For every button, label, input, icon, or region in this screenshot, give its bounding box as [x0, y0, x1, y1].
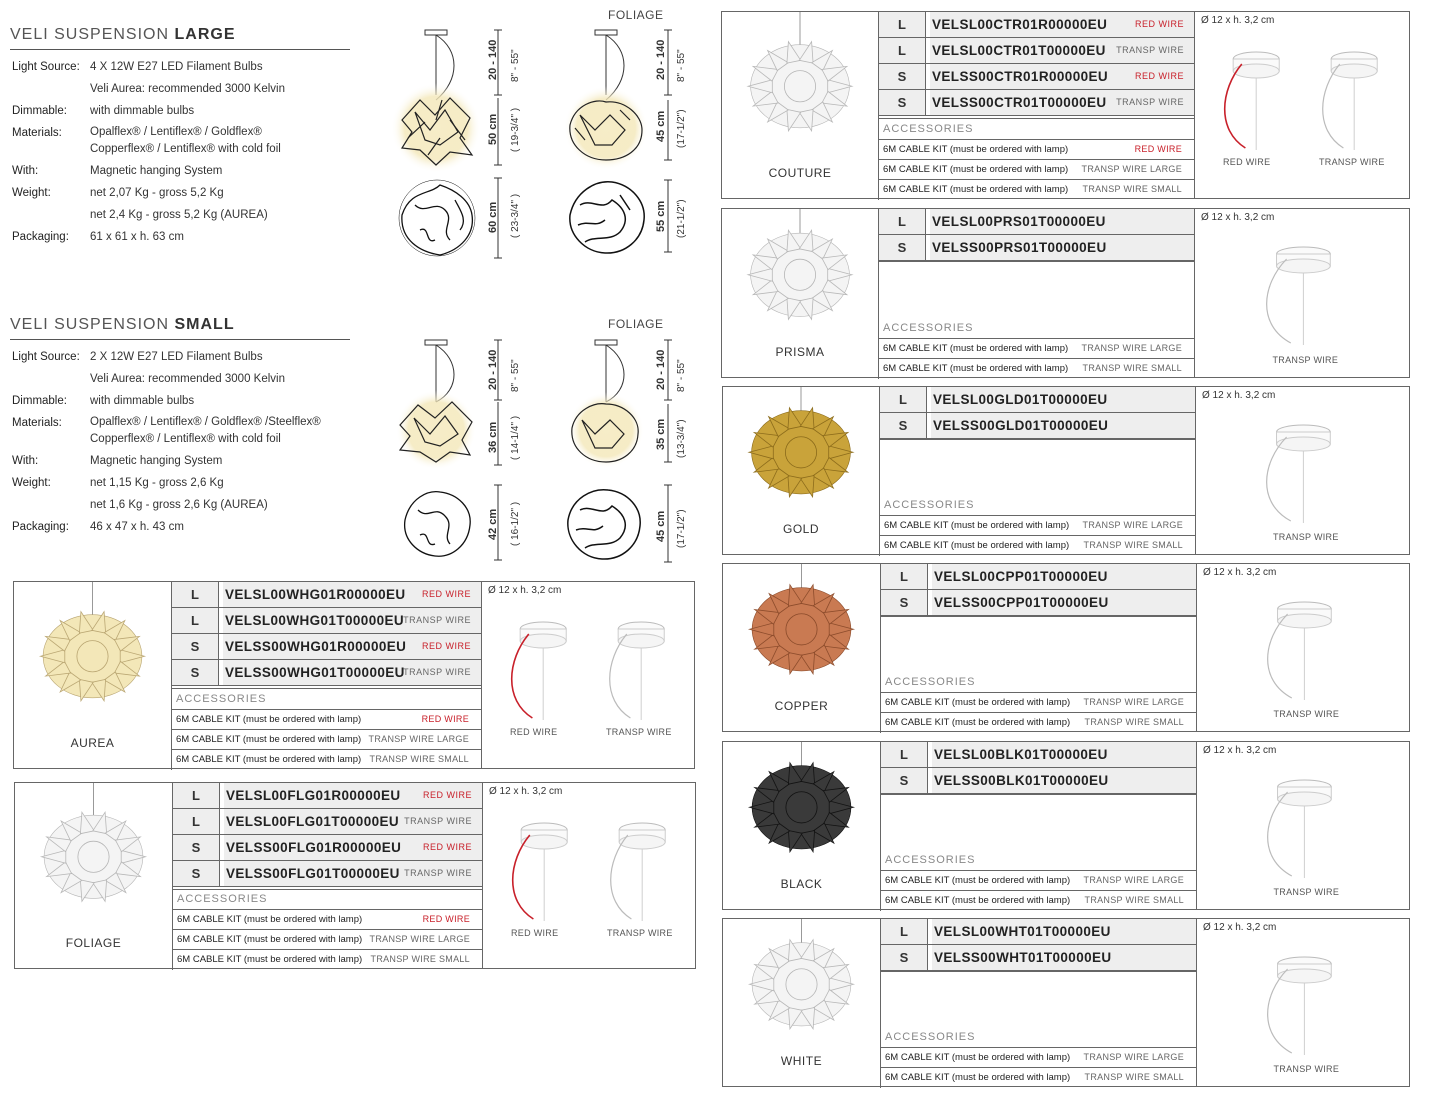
cable-kit-wire: TRANSP WIRE SMALL [1084, 1072, 1184, 1082]
wire-illustration-red [500, 620, 572, 725]
cable-kit-wire: TRANSP WIRE LARGE [1082, 520, 1183, 530]
accessories-title: ACCESSORIES [883, 322, 974, 334]
accessories-title: ACCESSORIES [177, 893, 268, 905]
dim-small-b-cm: 36 cm [487, 421, 499, 453]
product-box-white [722, 918, 1410, 1087]
code-table-prisma [878, 209, 1194, 379]
size-label: L [173, 809, 220, 834]
product-code: VELSS00BLK01T00000EU [932, 768, 1196, 793]
spec-row-dimmable: Dimmable: with dimmable bulbs [12, 395, 195, 407]
product-code: VELSL00CTR01R00000EU [930, 12, 1194, 37]
canopy-dimensions: Ø 12 x h. 3,2 cm [1201, 15, 1275, 26]
cable-kit-label: 6M CABLE KIT (must be ordered with lamp) [883, 363, 1069, 374]
accessory-row [172, 709, 481, 729]
product-code: VELSS00CTR01T00000EU [930, 90, 1194, 115]
code-row [881, 919, 1196, 945]
size-label: S [172, 634, 219, 659]
product-code: VELSS00WHT01T00000EU [932, 945, 1196, 970]
accessories-title: ACCESSORIES [885, 854, 976, 866]
size-label: L [879, 209, 926, 234]
accessories-section [881, 616, 1196, 733]
lamp-drawing-small-top [405, 492, 471, 556]
wire-label: TRANSP WIRE [1272, 355, 1339, 365]
size-label: L [172, 608, 219, 633]
spec-row-with: With: Magnetic hanging System [12, 165, 223, 177]
dim-foliage-large-b-in: (17-1/2") [676, 109, 687, 148]
accessory-row [173, 949, 482, 969]
size-label: L [881, 564, 928, 589]
wire-type: RED WIRE [1135, 19, 1184, 29]
canopy-dimensions: Ø 12 x h. 3,2 cm [489, 786, 563, 797]
product-code: VELSL00PRS01T00000EU [930, 209, 1194, 234]
lamp-drawing-foliage-small-top [568, 490, 640, 559]
code-row [881, 768, 1196, 794]
dim-small-a-cm: 20 - 140 [487, 349, 499, 390]
canopy-column-copper [1196, 564, 1409, 731]
dim-foliage-large-b-cm: 45 cm [655, 110, 667, 142]
accessory-row [880, 515, 1195, 535]
spec-row-light: Light Source: 2 X 12W E27 LED Filament Bulbs Veli Aurea: recommended 3000 Kelvin [12, 351, 285, 385]
dim-large-c-in: ( 23-3/4" ) [510, 193, 521, 238]
wire-type: TRANSP WIRE [403, 615, 471, 625]
dim-foliage-large-a-in: 8" - 55" [676, 49, 687, 82]
product-code: VELSL00FLG01R00000EU [224, 783, 482, 808]
product-code: VELSL00WHT01T00000EU [932, 919, 1196, 944]
canopy-column-gold [1195, 387, 1409, 554]
size-label: L [879, 38, 926, 63]
dim-large-b-cm: 50 cm [487, 113, 499, 145]
size-label: L [881, 919, 928, 944]
accessory-row [173, 909, 482, 929]
wire-illustration-red [501, 821, 573, 926]
wire-label: TRANSP WIRE [1273, 709, 1340, 719]
cable-kit-label: 6M CABLE KIT (must be ordered with lamp) [176, 714, 362, 725]
code-table-foliage [172, 783, 482, 970]
code-table-gold [879, 387, 1195, 556]
cable-kit-wire: TRANSP WIRE LARGE [1083, 697, 1184, 707]
canopy-column-white [1196, 919, 1409, 1086]
wire-type: RED WIRE [422, 641, 471, 651]
size-label: S [879, 235, 926, 260]
cable-kit-wire: RED WIRE [1134, 144, 1182, 154]
size-label: S [172, 660, 219, 685]
size-label: L [880, 387, 927, 412]
accessory-row [881, 692, 1196, 712]
lamp-drawing-foliage-small-hanging [568, 340, 644, 468]
product-code: VELSL00FLG01T00000EU [224, 809, 482, 834]
code-row [879, 90, 1194, 116]
spec-row-with: With: Magnetic hanging System [12, 455, 223, 467]
code-row [881, 945, 1196, 971]
accessories-title: ACCESSORIES [885, 1031, 976, 1043]
product-box-prisma [721, 208, 1410, 378]
product-box-black [722, 741, 1410, 910]
dim-small-a-in: 8" - 55" [510, 359, 521, 392]
cable-kit-label: 6M CABLE KIT (must be ordered with lamp) [884, 540, 1070, 551]
canopy-column-aurea [481, 582, 694, 768]
dim-foliage-small-a-cm: 20 - 140 [655, 349, 667, 390]
dim-foliage-large-c-cm: 55 cm [655, 200, 667, 232]
cable-kit-label: 6M CABLE KIT (must be ordered with lamp) [176, 734, 362, 745]
product-name-aurea: AUREA [70, 736, 115, 750]
code-row [172, 582, 481, 608]
canopy-dimensions: Ø 12 x h. 3,2 cm [1203, 567, 1277, 578]
accessories-section [173, 889, 482, 970]
lamp-drawing-small-hanging [396, 340, 476, 470]
dim-foliage-large-c-in: (21-1/2") [676, 199, 687, 238]
spec-large [10, 26, 350, 248]
lamp-drawing-foliage-hanging [564, 30, 648, 170]
code-row [879, 38, 1194, 64]
wire-illustration-transp [599, 821, 671, 926]
wire-illustration-red [1213, 50, 1285, 155]
spec-row-materials: Materials: Opalflex® / Lentiflex® / Goldflex® Copperflex® / Lentiflex® with cold foil [12, 126, 281, 155]
code-row [880, 387, 1195, 413]
cable-kit-label: 6M CABLE KIT (must be ordered with lamp) [883, 164, 1069, 175]
product-code: VELSS00FLG01R00000EU [224, 835, 482, 860]
cable-kit-label: 6M CABLE KIT (must be ordered with lamp) [885, 1052, 1071, 1063]
cable-kit-wire: TRANSP WIRE SMALL [370, 954, 470, 964]
cable-kit-label: 6M CABLE KIT (must be ordered with lamp) [885, 1072, 1071, 1083]
cable-kit-wire: TRANSP WIRE SMALL [1084, 895, 1184, 905]
spec-row-weight: Weight: net 2,07 Kg - gross 5,2 Kg net 2,4 Kg - gross 5,2 Kg (AUREA) [12, 187, 268, 221]
code-table-copper [880, 564, 1196, 733]
spec-row-weight: Weight: net 1,15 Kg - gross 2,6 Kg net 1,6 Kg - gross 2,6 Kg (AUREA) [12, 477, 268, 511]
cable-kit-label: 6M CABLE KIT (must be ordered with lamp) [884, 520, 1070, 531]
product-code: VELSS00GLD01T00000EU [931, 413, 1195, 438]
product-code: VELSL00GLD01T00000EU [931, 387, 1195, 412]
product-name-couture: COUTURE [768, 166, 832, 180]
wire-illustration-transp [1254, 600, 1338, 705]
cable-kit-label: 6M CABLE KIT (must be ordered with lamp) [177, 914, 363, 925]
cable-kit-wire: TRANSP WIRE LARGE [369, 934, 470, 944]
cable-kit-label: 6M CABLE KIT (must be ordered with lamp) [885, 697, 1071, 708]
wire-label: RED WIRE [1223, 157, 1271, 167]
dim-foliage-small-c-cm: 45 cm [655, 510, 667, 542]
product-code: VELSS00CPP01T00000EU [932, 590, 1196, 615]
code-row [173, 783, 482, 809]
size-label: S [881, 590, 928, 615]
accessory-row [879, 358, 1194, 378]
canopy-column-black [1196, 742, 1409, 909]
code-row [881, 564, 1196, 590]
code-row [172, 660, 481, 686]
accessory-row [881, 890, 1196, 910]
cable-kit-label: 6M CABLE KIT (must be ordered with lamp) [885, 717, 1071, 728]
drawings-large [380, 20, 710, 270]
dim-small-b-in: ( 14-1/4" ) [510, 415, 521, 460]
product-name-white: WHITE [780, 1054, 823, 1068]
wire-type: TRANSP WIRE [403, 667, 471, 677]
wire-type: RED WIRE [422, 589, 471, 599]
accessory-row [173, 929, 482, 949]
spec-row-light: Light Source: 4 X 12W E27 LED Filament Bulbs Veli Aurea: recommended 3000 Kelvin [12, 61, 285, 95]
size-label: S [880, 413, 927, 438]
canopy-dimensions: Ø 12 x h. 3,2 cm [1203, 922, 1277, 933]
code-row [173, 809, 482, 835]
cable-kit-wire: TRANSP WIRE SMALL [369, 754, 469, 764]
wire-type: RED WIRE [423, 842, 472, 852]
wire-label: TRANSP WIRE [1273, 532, 1339, 542]
cable-kit-label: 6M CABLE KIT (must be ordered with lamp) [177, 934, 363, 945]
cable-kit-label: 6M CABLE KIT (must be ordered with lamp) [176, 754, 362, 765]
wire-illustration-transp [1254, 778, 1338, 883]
spec-small [10, 316, 350, 538]
spec-row-dimmable: Dimmable: with dimmable bulbs [12, 105, 195, 117]
accessory-row [879, 338, 1194, 358]
dim-large-a-cm: 20 - 140 [487, 39, 499, 80]
foliage-drawing-label-small: FOLIAGE [608, 317, 664, 331]
cable-kit-wire: RED WIRE [422, 914, 470, 924]
code-row [173, 835, 482, 861]
spec-small-title: VELI SUSPENSION SMALL [10, 316, 350, 340]
accessory-row [172, 749, 481, 769]
spec-row-packaging: Packaging: 61 x 61 x h. 63 cm [12, 231, 184, 243]
product-code: VELSS00FLG01T00000EU [224, 861, 482, 886]
cable-kit-wire: TRANSP WIRE LARGE [1081, 343, 1182, 353]
code-row [173, 861, 482, 887]
product-code: VELSS00CTR01R00000EU [930, 64, 1194, 89]
wire-label: RED WIRE [511, 928, 559, 938]
accessory-row [880, 535, 1195, 555]
lamp-drawing-foliage-large-top [570, 182, 644, 253]
product-code: VELSS00WHG01T00000EU [223, 660, 481, 685]
canopy-dimensions: Ø 12 x h. 3,2 cm [1202, 390, 1276, 401]
dim-foliage-large-a-cm: 20 - 140 [655, 39, 667, 80]
product-code: VELSL00CPP01T00000EU [932, 564, 1196, 589]
product-box-copper [722, 563, 1410, 732]
drawings-small [380, 330, 710, 575]
cable-kit-label: 6M CABLE KIT (must be ordered with lamp) [883, 343, 1069, 354]
cable-kit-wire: TRANSP WIRE SMALL [1082, 363, 1182, 373]
dim-large-c-cm: 60 cm [487, 201, 499, 233]
cable-kit-wire: TRANSP WIRE LARGE [1083, 1052, 1184, 1062]
accessories-section [879, 118, 1194, 200]
wire-label: TRANSP WIRE [1273, 887, 1340, 897]
canopy-column-foliage [482, 783, 695, 968]
cable-kit-label: 6M CABLE KIT (must be ordered with lamp) [883, 144, 1069, 155]
product-box-couture [721, 11, 1410, 199]
accessories-section [880, 439, 1195, 556]
dim-foliage-small-b-in: (13-3/4") [676, 419, 687, 458]
dim-large-a-in: 8" - 55" [510, 49, 521, 82]
wire-illustration-transp [1254, 955, 1338, 1060]
wire-type: RED WIRE [423, 790, 472, 800]
foliage-drawing-label-large: FOLIAGE [608, 8, 664, 22]
spec-row-materials: Materials: Opalflex® / Lentiflex® / Goldflex® /Steelflex® Copperflex® / Lentiflex® with cold foil [12, 416, 321, 445]
size-label: S [881, 945, 928, 970]
size-label: L [172, 582, 219, 607]
product-code: VELSS00PRS01T00000EU [930, 235, 1194, 260]
lamp-drawing-large-hanging [391, 30, 481, 173]
code-row [172, 634, 481, 660]
code-table-white [880, 919, 1196, 1088]
dim-foliage-small-a-in: 8" - 55" [676, 359, 687, 392]
product-name-gold: GOLD [782, 522, 819, 536]
wire-illustration-transp [1253, 423, 1337, 528]
product-box-foliage [14, 782, 696, 969]
product-name-foliage: FOLIAGE [65, 936, 122, 950]
code-table-couture [878, 12, 1194, 200]
lamp-drawing-large-top [399, 180, 475, 256]
code-row [881, 742, 1196, 768]
code-row [879, 235, 1194, 261]
wire-type: TRANSP WIRE [1116, 97, 1184, 107]
code-table-aurea [171, 582, 481, 770]
product-code: VELSL00WHG01R00000EU [223, 582, 481, 607]
dim-foliage-small-b-cm: 35 cm [655, 418, 667, 450]
wire-type: TRANSP WIRE [1116, 45, 1184, 55]
size-label: L [173, 783, 220, 808]
cable-kit-wire: TRANSP WIRE LARGE [1083, 875, 1184, 885]
dim-small-c-cm: 42 cm [487, 508, 499, 540]
spec-large-title: VELI SUSPENSION LARGE [10, 26, 350, 50]
wire-type: TRANSP WIRE [404, 816, 472, 826]
accessory-row [879, 159, 1194, 179]
size-label: L [879, 12, 926, 37]
cable-kit-label: 6M CABLE KIT (must be ordered with lamp) [885, 895, 1071, 906]
product-name-prisma: PRISMA [775, 345, 825, 359]
spec-row-packaging: Packaging: 46 x 47 x h. 43 cm [12, 521, 184, 533]
wire-label: TRANSP WIRE [1273, 1064, 1340, 1074]
product-code: VELSS00WHG01R00000EU [223, 634, 481, 659]
code-row [879, 64, 1194, 90]
product-name-black: BLACK [780, 877, 823, 891]
accessory-row [879, 179, 1194, 199]
cable-kit-label: 6M CABLE KIT (must be ordered with lamp) [885, 875, 1071, 886]
cable-kit-label: 6M CABLE KIT (must be ordered with lamp) [177, 954, 363, 965]
cable-kit-wire: TRANSP WIRE LARGE [1081, 164, 1182, 174]
cable-kit-wire: TRANSP WIRE SMALL [1082, 184, 1182, 194]
product-code: VELSL00WHG01T00000EU [223, 608, 481, 633]
cable-kit-wire: TRANSP WIRE SMALL [1084, 717, 1184, 727]
wire-type: RED WIRE [1135, 71, 1184, 81]
size-label: S [173, 861, 220, 886]
wire-illustration-transp [1311, 50, 1383, 155]
accessories-section [881, 971, 1196, 1088]
cable-kit-wire: TRANSP WIRE SMALL [1083, 540, 1183, 550]
accessories-title: ACCESSORIES [885, 676, 976, 688]
dim-small-c-in: ( 16-1/2" ) [510, 501, 521, 546]
canopy-dimensions: Ø 12 x h. 3,2 cm [1203, 745, 1277, 756]
code-row [881, 590, 1196, 616]
size-label: S [173, 835, 220, 860]
product-code: VELSL00CTR01T00000EU [930, 38, 1194, 63]
code-row [172, 608, 481, 634]
product-code: VELSL00BLK01T00000EU [932, 742, 1196, 767]
size-label: S [879, 90, 926, 115]
canopy-column-couture [1194, 12, 1409, 198]
accessories-title: ACCESSORIES [884, 499, 975, 511]
code-table-black [880, 742, 1196, 911]
canopy-column-prisma [1194, 209, 1409, 377]
wire-type: TRANSP WIRE [404, 868, 472, 878]
product-box-aurea [13, 581, 695, 769]
accessory-row [881, 870, 1196, 890]
canopy-dimensions: Ø 12 x h. 3,2 cm [1201, 212, 1275, 223]
dim-large-b-in: ( 19-3/4" ) [510, 107, 521, 152]
accessory-row [172, 729, 481, 749]
wire-label: TRANSP WIRE [607, 928, 673, 938]
size-label: S [881, 768, 928, 793]
canopy-dimensions: Ø 12 x h. 3,2 cm [488, 585, 562, 596]
cable-kit-wire: RED WIRE [421, 714, 469, 724]
wire-label: RED WIRE [510, 727, 558, 737]
accessories-title: ACCESSORIES [883, 123, 974, 135]
accessories-section [881, 794, 1196, 911]
size-label: L [881, 742, 928, 767]
cable-kit-wire: TRANSP WIRE LARGE [368, 734, 469, 744]
dim-foliage-small-c-in: (17-1/2") [676, 509, 687, 548]
code-row [879, 209, 1194, 235]
accessory-row [879, 139, 1194, 159]
accessories-section [172, 688, 481, 770]
accessory-row [881, 712, 1196, 732]
accessory-row [881, 1047, 1196, 1067]
product-name-copper: COPPER [774, 699, 829, 713]
cable-kit-label: 6M CABLE KIT (must be ordered with lamp) [883, 184, 1069, 195]
code-row [880, 413, 1195, 439]
code-row [879, 12, 1194, 38]
accessories-section [879, 261, 1194, 379]
size-label: S [879, 64, 926, 89]
accessories-title: ACCESSORIES [176, 693, 267, 705]
wire-illustration-transp [1253, 245, 1337, 350]
wire-label: TRANSP WIRE [606, 727, 672, 737]
wire-label: TRANSP WIRE [1319, 157, 1385, 167]
wire-illustration-transp [598, 620, 670, 725]
accessory-row [881, 1067, 1196, 1087]
product-box-gold [722, 386, 1410, 555]
